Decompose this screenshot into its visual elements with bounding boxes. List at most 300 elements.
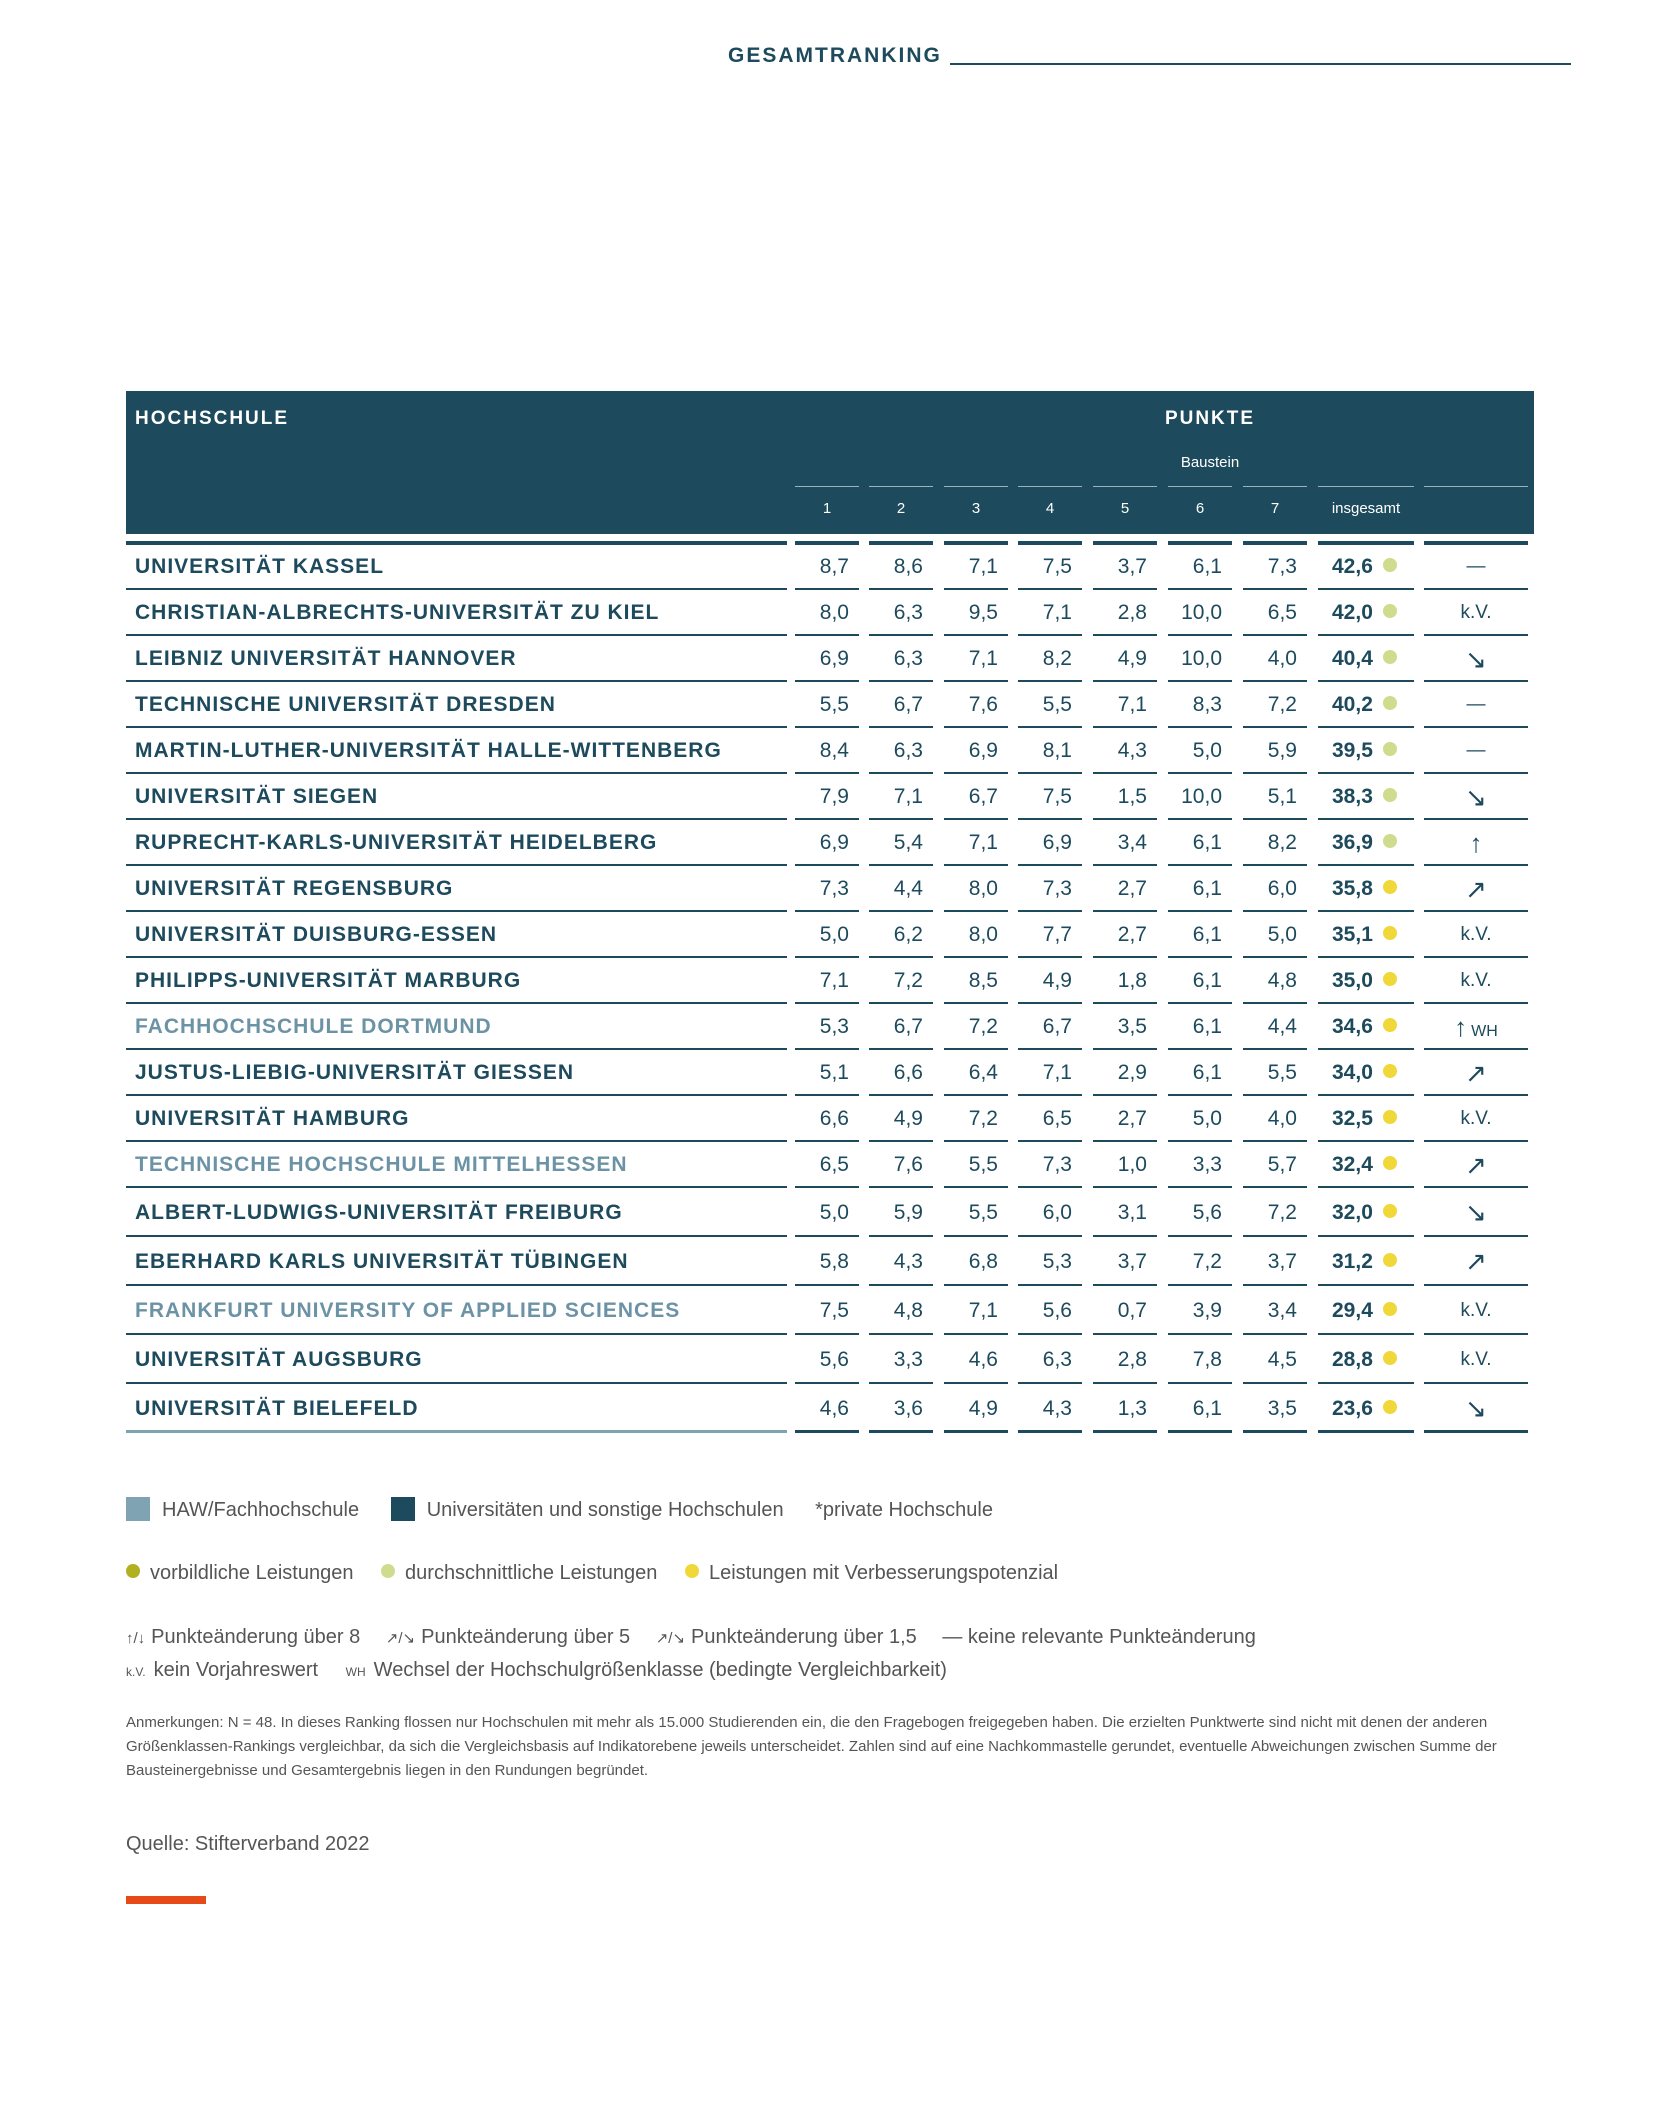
- trend-indicator: [1424, 1237, 1528, 1286]
- baustein-1-score: 4,6: [795, 1384, 859, 1433]
- baustein-1-score: 7,3: [795, 866, 859, 912]
- baustein-3-score: 7,6: [944, 682, 1008, 728]
- baustein-6-score: 5,0: [1168, 728, 1232, 774]
- baustein-5-score: 2,8: [1093, 590, 1157, 636]
- table-row: [126, 1335, 1534, 1384]
- institution-name: TECHNISCHE UNIVERSITÄT DRESDEN: [126, 682, 787, 728]
- total-value: 35,0: [1332, 969, 1373, 992]
- rating-dot-icon: [1383, 650, 1397, 664]
- trend-label: —: [1466, 740, 1486, 761]
- institution-name: UNIVERSITÄT SIEGEN: [126, 774, 787, 820]
- trend-label: k.V.: [1460, 1300, 1492, 1321]
- header-column-rule: [1093, 486, 1157, 487]
- baustein-4-score: 8,1: [1018, 728, 1082, 774]
- baustein-3-score: 5,5: [944, 1142, 1008, 1188]
- table-row: [126, 774, 1534, 820]
- legend-average-label: durchschnittliche Leistungen: [405, 1562, 658, 1584]
- baustein-3-score: 7,1: [944, 636, 1008, 682]
- trend-arrow-icon: ↑: [1454, 1012, 1468, 1042]
- baustein-5-score: 1,8: [1093, 958, 1157, 1004]
- trend-label: k.V.: [1460, 1108, 1492, 1129]
- arrow-up-down-icon: ↑/↓: [126, 1630, 146, 1647]
- rating-dot-icon: [1383, 834, 1397, 848]
- trend-indicator: [1424, 820, 1528, 866]
- legend-uni-label: Universitäten und sonstige Hochschulen: [426, 1499, 784, 1521]
- header-column-rule: [1018, 486, 1082, 487]
- legend-average: [381, 1562, 657, 1585]
- baustein-6-score: 3,3: [1168, 1142, 1232, 1188]
- total-score: [1318, 1335, 1414, 1384]
- baustein-4-score: 4,3: [1018, 1384, 1082, 1433]
- trend-arrow-icon: ↘: [1465, 782, 1487, 812]
- header-rule: [950, 63, 1571, 65]
- baustein-4-score: 7,1: [1018, 590, 1082, 636]
- baustein-2-score: 4,9: [869, 1096, 933, 1142]
- trend-indicator: [1424, 1384, 1528, 1433]
- table-row: [126, 728, 1534, 774]
- institution-name: UNIVERSITÄT HAMBURG: [126, 1096, 787, 1142]
- baustein-4-score: 7,5: [1018, 544, 1082, 590]
- trend-arrow-icon: ↗: [1465, 1058, 1487, 1088]
- baustein-6-score: 5,6: [1168, 1188, 1232, 1237]
- trend-arrow-icon: ↘: [1465, 1393, 1487, 1423]
- institution-name: ALBERT-LUDWIGS-UNIVERSITÄT FREIBURG: [126, 1188, 787, 1237]
- total-value: 32,5: [1332, 1107, 1373, 1130]
- legend-wh: [346, 1659, 947, 1682]
- baustein-7-score: 7,2: [1243, 1188, 1307, 1237]
- legend-change15: [656, 1626, 917, 1649]
- baustein-4-score: 6,3: [1018, 1335, 1082, 1384]
- baustein-1-score: 8,7: [795, 544, 859, 590]
- dash-icon: —: [942, 1626, 963, 1648]
- total-value: 23,6: [1332, 1397, 1373, 1420]
- baustein-2-score: 6,7: [869, 1004, 933, 1050]
- baustein-3-score: 9,5: [944, 590, 1008, 636]
- legend-types: [126, 1497, 1019, 1522]
- baustein-5-score: 3,7: [1093, 1237, 1157, 1286]
- rating-dot-icon: [1383, 1018, 1397, 1032]
- baustein-4-score: 7,1: [1018, 1050, 1082, 1096]
- header-column-rule: [1243, 486, 1307, 487]
- baustein-5-score: 3,1: [1093, 1188, 1157, 1237]
- col-baustein-1: 1: [822, 500, 832, 517]
- baustein-2-score: 7,6: [869, 1142, 933, 1188]
- kv-symbol: k.V.: [126, 1665, 146, 1679]
- baustein-7-score: 6,0: [1243, 866, 1307, 912]
- total-value: 32,4: [1332, 1153, 1373, 1176]
- baustein-7-score: 5,0: [1243, 912, 1307, 958]
- col-hochschule-header: HOCHSCHULE: [135, 408, 290, 429]
- baustein-2-score: 6,3: [869, 728, 933, 774]
- col-punkte-header: PUNKTE: [1164, 408, 1256, 429]
- institution-name: FRANKFURT UNIVERSITY OF APPLIED SCIENCES: [126, 1286, 787, 1335]
- table-row: [126, 866, 1534, 912]
- trend-indicator: [1424, 1335, 1528, 1384]
- baustein-2-score: 6,2: [869, 912, 933, 958]
- wh-symbol: WH: [345, 1665, 366, 1679]
- baustein-4-score: 5,5: [1018, 682, 1082, 728]
- baustein-7-score: 4,0: [1243, 1096, 1307, 1142]
- total-score: [1318, 1188, 1414, 1237]
- rating-dot-icon: [1383, 880, 1397, 894]
- baustein-3-score: 4,9: [944, 1384, 1008, 1433]
- baustein-3-score: 6,7: [944, 774, 1008, 820]
- page-header: [728, 44, 1571, 68]
- baustein-7-score: 3,4: [1243, 1286, 1307, 1335]
- baustein-7-score: 6,5: [1243, 590, 1307, 636]
- trend-arrow-icon: ↘: [1465, 644, 1487, 674]
- institution-name: UNIVERSITÄT KASSEL: [126, 544, 787, 590]
- baustein-7-score: 8,2: [1243, 820, 1307, 866]
- baustein-2-score: 6,7: [869, 682, 933, 728]
- trend-indicator: [1424, 912, 1528, 958]
- total-value: 35,1: [1332, 923, 1373, 946]
- institution-name: LEIBNIZ UNIVERSITÄT HANNOVER: [126, 636, 787, 682]
- baustein-6-score: 3,9: [1168, 1286, 1232, 1335]
- baustein-7-score: 7,2: [1243, 682, 1307, 728]
- page-title: GESAMTRANKING: [728, 44, 942, 67]
- table-row: [126, 1142, 1534, 1188]
- total-score: [1318, 1096, 1414, 1142]
- trend-indicator: [1424, 544, 1528, 590]
- baustein-2-score: 4,8: [869, 1286, 933, 1335]
- baustein-3-score: 6,8: [944, 1237, 1008, 1286]
- table-row: [126, 820, 1534, 866]
- baustein-1-score: 6,9: [795, 820, 859, 866]
- source: Quelle: Stifterverband 2022: [126, 1833, 370, 1855]
- header-column-rule: [869, 486, 933, 487]
- baustein-3-score: 7,1: [944, 544, 1008, 590]
- institution-name: UNIVERSITÄT AUGSBURG: [126, 1335, 787, 1384]
- total-value: 35,8: [1332, 877, 1373, 900]
- legend-changes: [126, 1626, 1276, 1649]
- total-value: 34,6: [1332, 1015, 1373, 1038]
- baustein-6-score: 6,1: [1168, 1384, 1232, 1433]
- institution-name: UNIVERSITÄT DUISBURG-ESSEN: [126, 912, 787, 958]
- table-row: [126, 1188, 1534, 1237]
- total-value: 36,9: [1332, 831, 1373, 854]
- baustein-2-score: 3,6: [869, 1384, 933, 1433]
- rating-dot-icon: [1383, 926, 1397, 940]
- trend-arrow-icon: ↗: [1465, 874, 1487, 904]
- table-row: [126, 1004, 1534, 1050]
- baustein-4-score: 7,7: [1018, 912, 1082, 958]
- total-value: 42,0: [1332, 601, 1373, 624]
- baustein-2-score: 5,4: [869, 820, 933, 866]
- baustein-3-score: 7,2: [944, 1004, 1008, 1050]
- total-value: 34,0: [1332, 1061, 1373, 1084]
- uni-swatch: [391, 1497, 415, 1521]
- baustein-2-score: 6,6: [869, 1050, 933, 1096]
- baustein-3-score: 7,1: [944, 1286, 1008, 1335]
- accent-bar: [126, 1896, 206, 1904]
- header-column-rule: [795, 486, 859, 487]
- baustein-7-score: 4,0: [1243, 636, 1307, 682]
- header-column-rule: [944, 486, 1008, 487]
- baustein-1-score: 5,0: [795, 1188, 859, 1237]
- header-column-rule: [1424, 486, 1528, 487]
- baustein-4-score: 6,0: [1018, 1188, 1082, 1237]
- total-value: 40,2: [1332, 693, 1373, 716]
- baustein-3-score: 6,4: [944, 1050, 1008, 1096]
- baustein-7-score: 5,5: [1243, 1050, 1307, 1096]
- legend-haw-label: HAW/Fachhochschule: [162, 1499, 360, 1521]
- legend-abbreviations: [126, 1659, 969, 1682]
- legend-wh-label: Wechsel der Hochschulgrößenklasse (bedingte Vergleichbarkeit): [373, 1659, 947, 1681]
- trend-indicator: [1424, 958, 1528, 1004]
- legend-improve-label: Leistungen mit Verbesserungspotenzial: [708, 1562, 1059, 1584]
- trend-label: k.V.: [1460, 1349, 1492, 1370]
- table-row: [126, 682, 1534, 728]
- legend-kv-label: kein Vorjahreswert: [153, 1659, 319, 1681]
- table-row: [126, 544, 1534, 590]
- rating-dot-icon: [1383, 604, 1397, 618]
- baustein-3-score: 8,5: [944, 958, 1008, 1004]
- legend-change15-label: Punkteänderung über 1,5: [691, 1626, 917, 1648]
- total-score: [1318, 1142, 1414, 1188]
- legend-private: *private Hochschule: [815, 1499, 993, 1521]
- table-row: [126, 958, 1534, 1004]
- baustein-6-score: 8,3: [1168, 682, 1232, 728]
- total-score: [1318, 590, 1414, 636]
- average-dot-icon: [381, 1564, 395, 1578]
- trend-arrow-icon: ↗: [1465, 1246, 1487, 1276]
- baustein-7-score: 4,8: [1243, 958, 1307, 1004]
- institution-name: UNIVERSITÄT REGENSBURG: [126, 866, 787, 912]
- baustein-5-score: 4,9: [1093, 636, 1157, 682]
- trend-indicator: [1424, 682, 1528, 728]
- trend-indicator: [1424, 1188, 1528, 1237]
- baustein-6-score: 7,2: [1168, 1237, 1232, 1286]
- legend-change5: [386, 1626, 630, 1649]
- table-row: [126, 912, 1534, 958]
- col-baustein-4: 4: [1045, 500, 1055, 517]
- total-score: [1318, 1004, 1414, 1050]
- total-score: [1318, 1050, 1414, 1096]
- rating-dot-icon: [1383, 1253, 1397, 1267]
- baustein-4-score: 8,2: [1018, 636, 1082, 682]
- baustein-5-score: 3,4: [1093, 820, 1157, 866]
- col-baustein-header: Baustein: [1180, 454, 1240, 471]
- baustein-5-score: 1,0: [1093, 1142, 1157, 1188]
- exemplary-dot-icon: [126, 1564, 140, 1578]
- rating-dot-icon: [1383, 1156, 1397, 1170]
- table-row: [126, 1237, 1534, 1286]
- institution-name: MARTIN-LUTHER-UNIVERSITÄT HALLE-WITTENBERG: [126, 728, 787, 774]
- trend-label: k.V.: [1460, 970, 1492, 991]
- baustein-6-score: 10,0: [1168, 590, 1232, 636]
- table-row: [126, 636, 1534, 682]
- legend-exemplary-label: vorbildliche Leistungen: [150, 1562, 354, 1584]
- total-value: 40,4: [1332, 647, 1373, 670]
- trend-indicator: [1424, 1096, 1528, 1142]
- haw-swatch: [126, 1497, 150, 1521]
- header-column-rule: [1318, 486, 1414, 487]
- baustein-4-score: 7,3: [1018, 866, 1082, 912]
- trend-indicator: [1424, 1142, 1528, 1188]
- baustein-4-score: 5,6: [1018, 1286, 1082, 1335]
- institution-name: PHILIPPS-UNIVERSITÄT MARBURG: [126, 958, 787, 1004]
- baustein-7-score: 3,5: [1243, 1384, 1307, 1433]
- baustein-7-score: 5,1: [1243, 774, 1307, 820]
- baustein-2-score: 4,3: [869, 1237, 933, 1286]
- baustein-1-score: 5,5: [795, 682, 859, 728]
- trend-label: k.V.: [1460, 924, 1492, 945]
- legend-change5-label: Punkteänderung über 5: [421, 1626, 631, 1648]
- trend-indicator: [1424, 728, 1528, 774]
- trend-indicator: [1424, 1004, 1528, 1050]
- baustein-6-score: 6,1: [1168, 912, 1232, 958]
- baustein-6-score: 7,8: [1168, 1335, 1232, 1384]
- baustein-5-score: 2,9: [1093, 1050, 1157, 1096]
- total-score: [1318, 958, 1414, 1004]
- baustein-7-score: 7,3: [1243, 544, 1307, 590]
- trend-label: —: [1466, 694, 1486, 715]
- legend-none: [942, 1626, 1256, 1649]
- total-score: [1318, 1237, 1414, 1286]
- baustein-5-score: 2,7: [1093, 912, 1157, 958]
- baustein-2-score: 6,3: [869, 636, 933, 682]
- baustein-5-score: 7,1: [1093, 682, 1157, 728]
- total-score: [1318, 912, 1414, 958]
- rating-dot-icon: [1383, 1302, 1397, 1316]
- institution-name: EBERHARD KARLS UNIVERSITÄT TÜBINGEN: [126, 1237, 787, 1286]
- baustein-1-score: 5,6: [795, 1335, 859, 1384]
- legend-ratings: [126, 1562, 1080, 1585]
- legend-kv: [126, 1659, 318, 1682]
- legend-none-label: keine relevante Punkteänderung: [967, 1626, 1256, 1648]
- baustein-5-score: 3,7: [1093, 544, 1157, 590]
- total-value: 38,3: [1332, 785, 1373, 808]
- baustein-3-score: 4,6: [944, 1335, 1008, 1384]
- baustein-2-score: 4,4: [869, 866, 933, 912]
- total-score: [1318, 1384, 1414, 1433]
- baustein-3-score: 8,0: [944, 912, 1008, 958]
- col-baustein-7: 7: [1270, 500, 1280, 517]
- trend-indicator: [1424, 590, 1528, 636]
- baustein-2-score: 7,2: [869, 958, 933, 1004]
- total-score: [1318, 636, 1414, 682]
- notes: Anmerkungen: N = 48. In dieses Ranking flossen nur Hochschulen mit mehr als 15.000 Studierenden ein, die den Fragebogen freigegeben haben. Die erzielten Punktwerte sind nicht mit denen der anderen Größenklassen-Rankings vergleichbar, da sich die Vergleichsbasis auf Indikatorebene jeweils unterscheidet. Zahlen sind auf eine Nachkommastelle gerundet, eventuelle Abweichungen zwischen Summe der Bausteinergebnisse und Gesamtergebnis liegen in den Rundungen begründet.: [126, 1714, 1497, 1779]
- baustein-2-score: 5,9: [869, 1188, 933, 1237]
- total-value: 39,5: [1332, 739, 1373, 762]
- trend-indicator: [1424, 1286, 1528, 1335]
- baustein-5-score: 4,3: [1093, 728, 1157, 774]
- institution-name: FACHHOCHSCHULE DORTMUND: [126, 1004, 787, 1050]
- baustein-3-score: 5,5: [944, 1188, 1008, 1237]
- baustein-5-score: 2,7: [1093, 866, 1157, 912]
- baustein-5-score: 1,5: [1093, 774, 1157, 820]
- baustein-2-score: 7,1: [869, 774, 933, 820]
- baustein-4-score: 6,9: [1018, 820, 1082, 866]
- baustein-6-score: 5,0: [1168, 1096, 1232, 1142]
- baustein-5-score: 2,7: [1093, 1096, 1157, 1142]
- baustein-6-score: 6,1: [1168, 866, 1232, 912]
- baustein-6-score: 10,0: [1168, 636, 1232, 682]
- rating-dot-icon: [1383, 1110, 1397, 1124]
- header-column-rule: [1168, 486, 1232, 487]
- legend-improve: [685, 1562, 1058, 1585]
- rating-dot-icon: [1383, 1064, 1397, 1078]
- total-value: 28,8: [1332, 1348, 1373, 1371]
- baustein-1-score: 6,5: [795, 1142, 859, 1188]
- baustein-3-score: 6,9: [944, 728, 1008, 774]
- rating-dot-icon: [1383, 742, 1397, 756]
- baustein-2-score: 6,3: [869, 590, 933, 636]
- institution-name: JUSTUS-LIEBIG-UNIVERSITÄT GIESSEN: [126, 1050, 787, 1096]
- table-row: [126, 1384, 1534, 1433]
- trend-indicator: [1424, 1050, 1528, 1096]
- col-baustein-2: 2: [896, 500, 906, 517]
- baustein-2-score: 3,3: [869, 1335, 933, 1384]
- arrow-steep-icon: ↗/↘: [385, 1630, 416, 1647]
- table-row: [126, 1096, 1534, 1142]
- legend-haw: [126, 1497, 359, 1522]
- total-value: 32,0: [1332, 1201, 1373, 1224]
- legend-uni: [391, 1497, 784, 1522]
- baustein-5-score: 3,5: [1093, 1004, 1157, 1050]
- baustein-6-score: 6,1: [1168, 1050, 1232, 1096]
- baustein-6-score: 6,1: [1168, 544, 1232, 590]
- trend-label: —: [1466, 556, 1486, 577]
- trend-indicator: [1424, 636, 1528, 682]
- institution-name: RUPRECHT-KARLS-UNIVERSITÄT HEIDELBERG: [126, 820, 787, 866]
- legend-change8: [126, 1626, 360, 1649]
- trend-arrow-icon: ↗: [1465, 1150, 1487, 1180]
- baustein-2-score: 8,6: [869, 544, 933, 590]
- trend-label: k.V.: [1460, 602, 1492, 623]
- total-score: [1318, 682, 1414, 728]
- baustein-4-score: 4,9: [1018, 958, 1082, 1004]
- trend-indicator: [1424, 866, 1528, 912]
- col-baustein-6: 6: [1195, 500, 1205, 517]
- baustein-5-score: 0,7: [1093, 1286, 1157, 1335]
- baustein-3-score: 7,2: [944, 1096, 1008, 1142]
- total-score: [1318, 866, 1414, 912]
- baustein-4-score: 6,7: [1018, 1004, 1082, 1050]
- rating-dot-icon: [1383, 972, 1397, 986]
- baustein-1-score: 8,0: [795, 590, 859, 636]
- total-value: 31,2: [1332, 1250, 1373, 1273]
- col-baustein-5: 5: [1120, 500, 1130, 517]
- baustein-1-score: 7,5: [795, 1286, 859, 1335]
- trend-indicator: [1424, 774, 1528, 820]
- institution-name: CHRISTIAN-ALBRECHTS-UNIVERSITÄT ZU KIEL: [126, 590, 787, 636]
- table-row: [126, 590, 1534, 636]
- baustein-1-score: 8,4: [795, 728, 859, 774]
- baustein-1-score: 5,0: [795, 912, 859, 958]
- baustein-6-score: 6,1: [1168, 820, 1232, 866]
- baustein-5-score: 1,3: [1093, 1384, 1157, 1433]
- legend-change8-label: Punkteänderung über 8: [151, 1626, 361, 1648]
- baustein-1-score: 5,1: [795, 1050, 859, 1096]
- baustein-1-score: 5,3: [795, 1004, 859, 1050]
- total-value: 29,4: [1332, 1299, 1373, 1322]
- baustein-6-score: 6,1: [1168, 958, 1232, 1004]
- rating-dot-icon: [1383, 1351, 1397, 1365]
- trend-arrow-icon: ↘: [1465, 1197, 1487, 1227]
- baustein-6-score: 6,1: [1168, 1004, 1232, 1050]
- baustein-1-score: 6,9: [795, 636, 859, 682]
- baustein-4-score: 6,5: [1018, 1096, 1082, 1142]
- improve-dot-icon: [685, 1564, 699, 1578]
- total-value: 42,6: [1332, 555, 1373, 578]
- baustein-5-score: 2,8: [1093, 1335, 1157, 1384]
- baustein-7-score: 4,4: [1243, 1004, 1307, 1050]
- col-baustein-3: 3: [971, 500, 981, 517]
- table-header: [126, 391, 1534, 534]
- baustein-7-score: 5,9: [1243, 728, 1307, 774]
